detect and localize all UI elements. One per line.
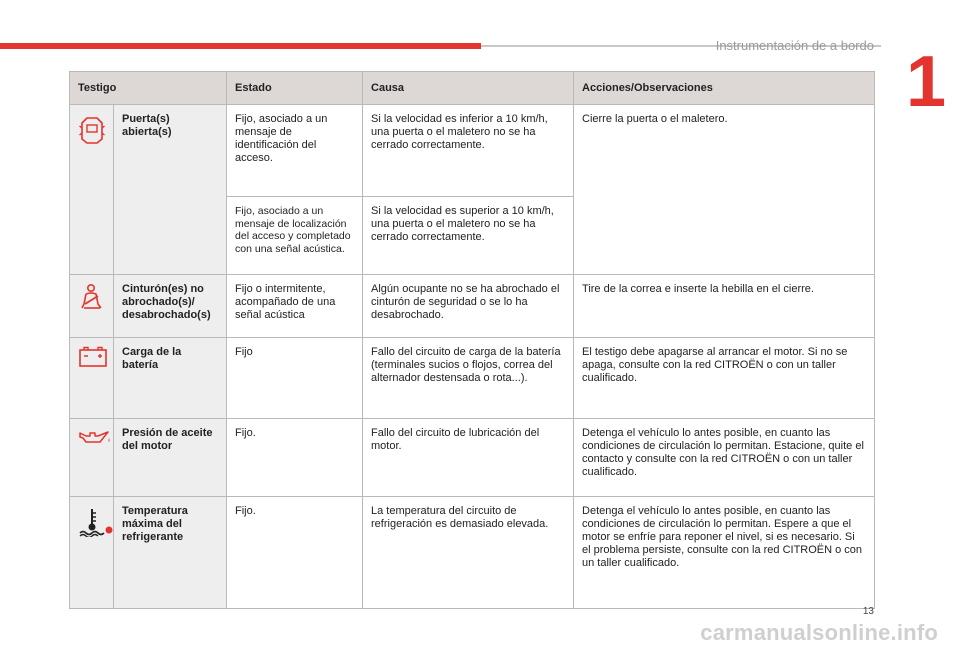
- page-number: 13: [862, 606, 874, 617]
- cause-cell: Fallo del circuito de lubricación del motor.: [363, 419, 574, 497]
- cause-cell: La temperatura del circuito de refrigeración es demasiado elevada.: [363, 497, 574, 609]
- seatbelt-icon: [70, 275, 114, 338]
- battery-icon: [70, 338, 114, 419]
- table-row: [70, 338, 875, 419]
- cause-cell: Fallo del circuito de carga de la batería (terminales sucios o flojos, correa del alternador destensada o rota...).: [363, 338, 574, 419]
- warning-lights-table: [69, 71, 875, 609]
- cause-cell: Si la velocidad es superior a 10 km/h, una puerta o el maletero no se ha cerrado correctamente.: [363, 197, 574, 275]
- warning-name: Presión de aceite del motor: [114, 419, 227, 497]
- table-header-row: [70, 72, 875, 105]
- column-header-testigo: Testigo: [70, 72, 227, 105]
- state-cell: Fijo: [227, 338, 363, 419]
- state-cell: Fijo o intermitente, acompañado de una señal acústica: [227, 275, 363, 338]
- oil-can-icon: [70, 419, 114, 497]
- warning-name: Puerta(s) abierta(s): [114, 105, 227, 275]
- watermark: carmanualsonline.info: [700, 620, 938, 645]
- chapter-number: 1: [905, 42, 946, 122]
- section-title: Instrumentación de a bordo: [715, 38, 874, 53]
- state-cell: Fijo, asociado a un mensaje de identificación del acceso.: [227, 105, 363, 197]
- cause-cell: Algún ocupante no se ha abrochado el cinturón de seguridad o se lo ha desabrochado.: [363, 275, 574, 338]
- action-cell: Cierre la puerta o el maletero.: [574, 105, 875, 275]
- table-row: [70, 497, 875, 609]
- table-row: [70, 105, 875, 197]
- warning-name: Cinturón(es) no abrochado(s)/ desabrochado(s): [114, 275, 227, 338]
- state-cell: Fijo.: [227, 419, 363, 497]
- header-red-bar: [0, 43, 481, 49]
- action-cell: Tire de la correa e inserte la hebilla en el cierre.: [574, 275, 875, 338]
- table-row: [70, 275, 875, 338]
- warning-name: Carga de la batería: [114, 338, 227, 419]
- table-row: [70, 419, 875, 497]
- warning-name: Temperatura máxima del refrigerante: [114, 497, 227, 609]
- state-cell: Fijo, asociado a un mensaje de localización del acceso y completado con una señal acústica.: [227, 197, 363, 275]
- door-open-icon: [70, 105, 114, 275]
- column-header-acciones: Acciones/Observaciones: [574, 72, 875, 105]
- action-cell: El testigo debe apagarse al arrancar el motor. Si no se apaga, consulte con la red CITROËN o con un taller cualificado.: [574, 338, 875, 419]
- cause-cell: Si la velocidad es inferior a 10 km/h, una puerta o el maletero no se ha cerrado correctamente.: [363, 105, 574, 197]
- column-header-estado: Estado: [227, 72, 363, 105]
- action-cell: Detenga el vehículo lo antes posible, en cuanto las condiciones de circulación lo permitan. Espere a que el motor se enfríe para reponer el nivel, si es necesario. Si el problema persiste, consulte con la red CITROËN o con un taller cualificado.: [574, 497, 875, 609]
- column-header-causa: Causa: [363, 72, 574, 105]
- state-cell: Fijo.: [227, 497, 363, 609]
- coolant-temperature-icon: [70, 497, 114, 609]
- action-cell: Detenga el vehículo lo antes posible, en cuanto las condiciones de circulación lo permitan. Estacione, quite el contacto y consulte con la red CITROËN o con un taller cualificado.: [574, 419, 875, 497]
